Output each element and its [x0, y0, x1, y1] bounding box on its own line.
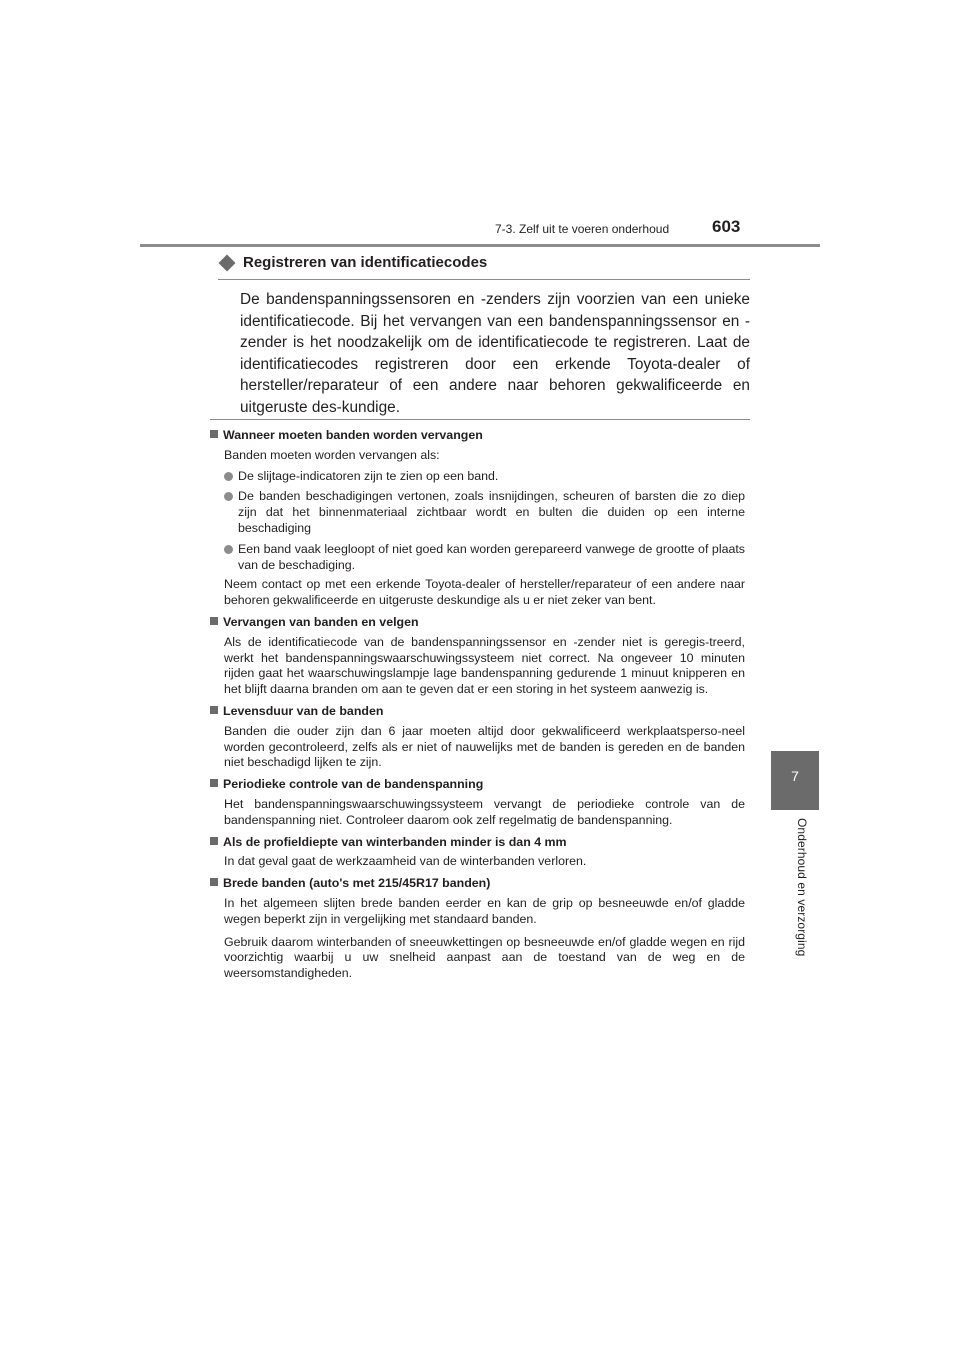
note-title: Periodieke controle van de bandenspanning [223, 777, 484, 792]
subsection-body: De bandenspanningssensoren en -zenders zijn voorzien van een unieke identificatiecode. Bij het vervangen van een bandenspanningssensor en -zender is het noodzakelijk om de identificatiecode te registreren. Laat de identificatiecodes registreren door een erkende Toyota-dealer of hersteller/reparateur of een andere naar behoren gekwalificeerde en uitgeruste des-kundige. [240, 291, 750, 416]
diamond-icon [219, 254, 236, 271]
note-text: Neem contact op met een erkende Toyota-dealer of hersteller/reparateur of een andere naar behoren gekwalificeerde en uitgeruste deskundige als u er niet zeker van bent. [224, 577, 745, 608]
note-text: Banden die ouder zijn dan 6 jaar moeten altijd door gekwalificeerd werkplaatsperso-neel worden gecontroleerd, zelfs als er niet of nauwelijks met de banden is gereden en de banden niet beschadigd lijken te zijn. [224, 723, 745, 770]
subsection-title: Registreren van identificatiecodes [243, 254, 488, 271]
note-tread-depth [210, 835, 745, 871]
note-tires-and-wheels [210, 615, 745, 698]
subsection-heading [218, 254, 750, 271]
note-title: Brede banden (auto's met 215/45R17 banden) [223, 876, 491, 891]
circle-bullet-icon [224, 492, 233, 501]
note-text: In dat geval gaat de werkzaamheid van de winterbanden verloren. [224, 854, 587, 869]
note-text: Banden moeten worden vervangen als: [224, 447, 440, 462]
square-bullet-icon [210, 706, 218, 714]
circle-bullet-icon [224, 545, 233, 554]
list-item: De slijtage-indicatoren zijn te zien op een band. [224, 469, 745, 485]
note-wide-tires [210, 876, 745, 982]
section-label: 7-3. Zelf uit te voeren onderhoud [495, 222, 670, 236]
square-bullet-icon [210, 837, 218, 845]
note-title: Vervangen van banden en velgen [223, 614, 419, 629]
note-replace-tires [210, 428, 745, 609]
note-text: Het bandenspanningswaarschuwingssysteem vervangt de periodieke controle van de bandenspanning niet. Controleer daarom ook zelf regelmatig de bandenspanning. [224, 796, 745, 827]
note-title: Als de profieldiepte van winterbanden minder is dan 4 mm [223, 834, 567, 849]
note-tire-lifespan [210, 704, 745, 771]
note-periodic-check [210, 777, 745, 828]
note-title: Levensduur van de banden [223, 703, 384, 718]
note-text: In het algemeen slijten brede banden eerder en kan de grip op besneeuwde en/of gladde wegen beperkt zijn in vergelijking met standaard banden. [224, 895, 745, 926]
square-bullet-icon [210, 779, 218, 787]
subsection-identification-codes [218, 254, 750, 418]
notes-rule [210, 419, 750, 420]
list-item: Een band vaak leegloopt of niet goed kan worden gerepareerd vanwege de grootte of plaats van de beschadiging. [224, 542, 745, 574]
header-rule [140, 244, 820, 247]
note-title: Wanneer moeten banden worden vervangen [223, 428, 483, 442]
circle-bullet-icon [224, 472, 233, 481]
chapter-number: 7 [791, 768, 799, 784]
list-item: De banden beschadigingen vertonen, zoals insnijdingen, scheuren of barsten die zo diep zijn dat het binnenmateriaal zichtbaar wordt en bulten die duiden op een interne beschadiging [224, 489, 745, 536]
chapter-title: Onderhoud en verzorging [795, 818, 809, 957]
notes [210, 428, 745, 988]
square-bullet-icon [210, 878, 218, 886]
page-number: 603 [712, 217, 741, 236]
note-text: Gebruik daarom winterbanden of sneeuwkettingen op besneeuwde en/of gladde wegen en rijd voorzichtig waarbij u uw snelheid aanpast aan de toestand van de weg en de weersomstandigheden. [224, 934, 745, 981]
note-text: Als de identificatiecode van de bandenspanningssensor en -zender niet is geregis-treerd, werkt het bandenspanningswaarschuwingssysteem niet correct. Na ongeveer 10 minuten rijden gaat het waarschuwingslampje lage bandenspanning gedurende 1 minuut knipperen en het blijft daarna branden om aan te geven dat er een storing in het systeem aanwezig is. [224, 634, 745, 697]
subsection-rule [218, 279, 750, 280]
square-bullet-icon [210, 617, 218, 625]
square-bullet-icon [210, 430, 218, 438]
